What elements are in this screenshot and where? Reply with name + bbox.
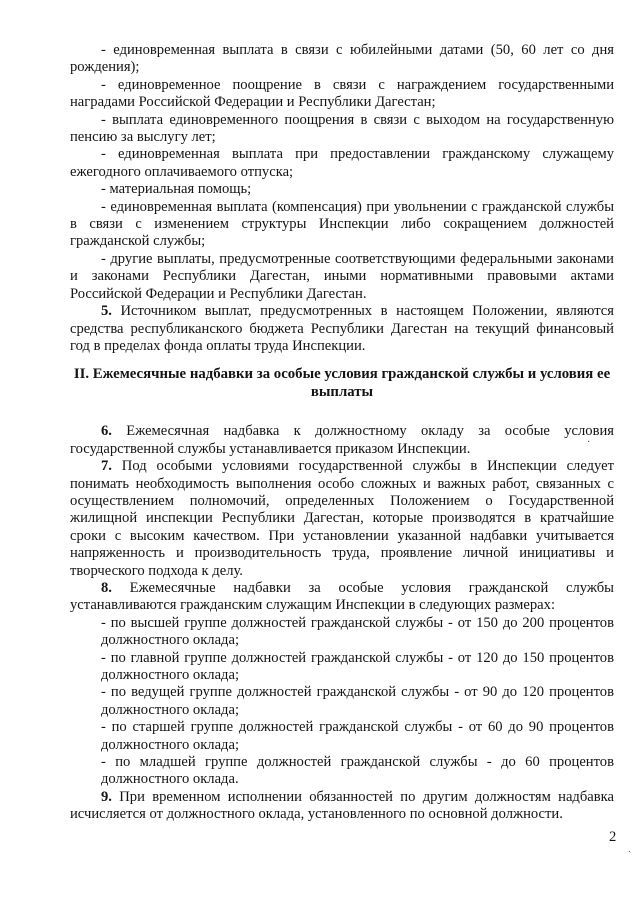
paragraph-number: 7. — [101, 458, 112, 475]
list-item: - по ведущей группе должностей гражданской службы - от 90 до 120 процентов должностного оклада; — [101, 684, 614, 718]
section-heading: II. Ежемесячные надбавки за особые условия гражданской службы и условия ее выплаты — [73, 366, 611, 401]
payments-list — [70, 42, 614, 303]
paragraph-text: Ежемесячные надбавки за особые условия гражданской службы устанавливаются гражданским служащим Инспекции в следующих размерах: — [70, 579, 614, 614]
list-item: - материальная помощь; — [101, 181, 252, 198]
paragraph-text: Источником выплат, предусмотренных в настоящем Положении, являются средства республиканского бюджета Республики Дагестан на текущий финансовый год в пределах фонда оплаты труда Инспекции. — [70, 303, 614, 354]
paragraph-number: 8. — [101, 579, 112, 596]
paragraph-5 — [70, 303, 614, 355]
list-item: - по главной группе должностей гражданской службы - от 120 до 150 процентов должностного оклада; — [101, 649, 614, 683]
list-item: - по младшей группе должностей гражданской службы - до 60 процентов должностного оклада. — [101, 754, 614, 788]
allowance-rates-list — [70, 615, 614, 789]
paragraph-text: Под особыми условиями государственной службы в Инспекции следует понимать необходимость выполнения особо сложных и важных работ, связанных с осуществлением полномочий, определенных Положением о Государственной жилищной инспекции Республики Дагестан, которые производятся в кратчайшие сроки с высоким качеством. При установлении указанной надбавки учитывается напряженность и производительность труда, проявление личной инициативы и творческого подхода к делу. — [70, 458, 614, 579]
list-item: - другие выплаты, предусмотренные соответствующими федеральными законами и законами Республики Дагестан, иными нормативными правовыми актами Российской Федерации и Республики Дагестан. — [70, 250, 614, 302]
paragraph-7 — [70, 458, 614, 580]
paragraph-number: 6. — [101, 423, 112, 440]
list-item: - единовременная выплата при предоставлении гражданскому служащему ежегодного оплачиваемого отпуска; — [70, 146, 614, 180]
list-item: - выплата единовременного поощрения в связи с выходом на государственную пенсию за выслугу лет; — [70, 111, 614, 146]
paragraph-number: 9. — [101, 788, 112, 805]
paragraph-9 — [70, 789, 614, 824]
list-item: - единовременная выплата в связи с юбилейными датами (50, 60 лет со дня рождения); — [70, 42, 614, 76]
list-item: - по старшей группе должностей гражданской службы - от 60 до 90 процентов должностного оклада; — [101, 719, 614, 753]
scan-speck: ˏ — [628, 842, 632, 853]
list-item: - по высшей группе должностей гражданской службы - от 150 до 200 процентов должностного оклада; — [101, 614, 614, 649]
scan-speck: · — [587, 437, 591, 448]
list-item: - единовременное поощрение в связи с награждением государственными наградами Российской Федерации и Республики Дагестан; — [70, 76, 614, 111]
document-body — [70, 42, 614, 824]
paragraph-text: При временном исполнении обязанностей по другим должностям надбавка исчисляется от должностного оклада, установленного по основной должности. — [70, 788, 614, 823]
page-number: 2 — [609, 829, 617, 845]
paragraph-6 — [70, 423, 614, 458]
paragraph-8 — [70, 580, 614, 615]
list-item: - единовременная выплата (компенсация) при увольнении с гражданской службы в связи с изменением структуры Инспекции либо сокращением должностей гражданской службы; — [70, 198, 614, 250]
paragraph-text: Ежемесячная надбавка к должностному окладу за особые условия государственной службы устанавливается приказом Инспекции. — [70, 423, 614, 457]
paragraph-number: 5. — [101, 303, 112, 320]
